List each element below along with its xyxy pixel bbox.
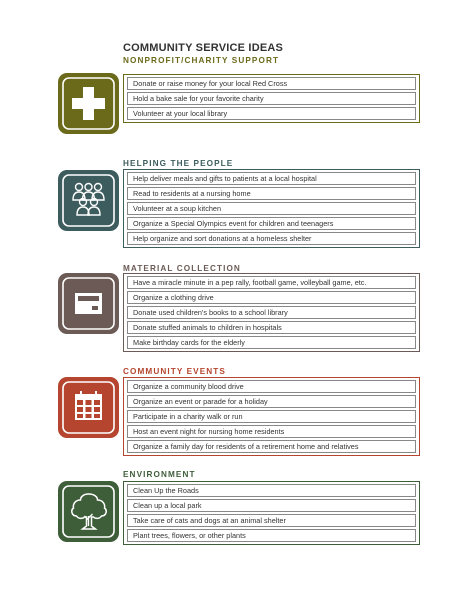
section-icon-box-helping [58,170,119,231]
list-item: Volunteer at your local library [127,107,416,120]
list-item: Take care of cats and dogs at an animal shelter [127,514,416,527]
list-item: Hold a bake sale for your favorite charity [127,92,416,105]
list-item: Donate used children's books to a school library [127,306,416,319]
list-item: Plant trees, flowers, or other plants [127,529,416,542]
people-group-icon [58,170,119,231]
list-item: Participate in a charity walk or run [127,410,416,423]
calendar-icon [58,377,119,438]
list-item: Organize a community blood drive [127,380,416,393]
section-list-events [123,377,420,456]
tree-icon [58,481,119,542]
list-item: Organize a family day for residents of a retirement home and relatives [127,440,416,453]
list-item: Organize a clothing drive [127,291,416,304]
list-item: Clean Up the Roads [127,484,416,497]
section-list-helping [123,169,420,248]
section-heading-events: COMMUNITY EVENTS [123,367,226,376]
list-item: Organize a Special Olympics event for children and teenagers [127,217,416,230]
section-heading-material: MATERIAL COLLECTION [123,264,241,273]
list-item: Read to residents at a nursing home [127,187,416,200]
section-heading-helping: HELPING THE PEOPLE [123,159,234,168]
section-icon-box-material [58,273,119,334]
list-item: Organize an event or parade for a holiday [127,395,416,408]
section-list-nonprofit [123,74,420,123]
document-title: COMMUNITY SERVICE IDEAS [123,42,284,54]
section-list-environment [123,481,420,545]
section-heading-environment: ENVIRONMENT [123,470,196,479]
section-icon-box-events [58,377,119,438]
list-item: Make birthday cards for the elderly [127,336,416,349]
list-item: Clean up a local park [127,499,416,512]
list-item: Have a miracle minute in a pep rally, football game, volleyball game, etc. [127,276,416,289]
list-item: Help organize and sort donations at a homeless shelter [127,232,416,245]
section-icon-box-nonprofit [58,73,119,134]
section-heading-nonprofit: NONPROFIT/CHARITY SUPPORT [123,56,280,65]
section-icon-box-environment [58,481,119,542]
cross-icon [58,73,119,134]
list-item: Host an event night for nursing home residents [127,425,416,438]
donation-box-icon [58,273,119,334]
list-item: Volunteer at a soup kitchen [127,202,416,215]
section-list-material [123,273,420,352]
list-item: Donate or raise money for your local Red Cross [127,77,416,90]
list-item: Help deliver meals and gifts to patients at a local hospital [127,172,416,185]
list-item: Donate stuffed animals to children in hospitals [127,321,416,334]
